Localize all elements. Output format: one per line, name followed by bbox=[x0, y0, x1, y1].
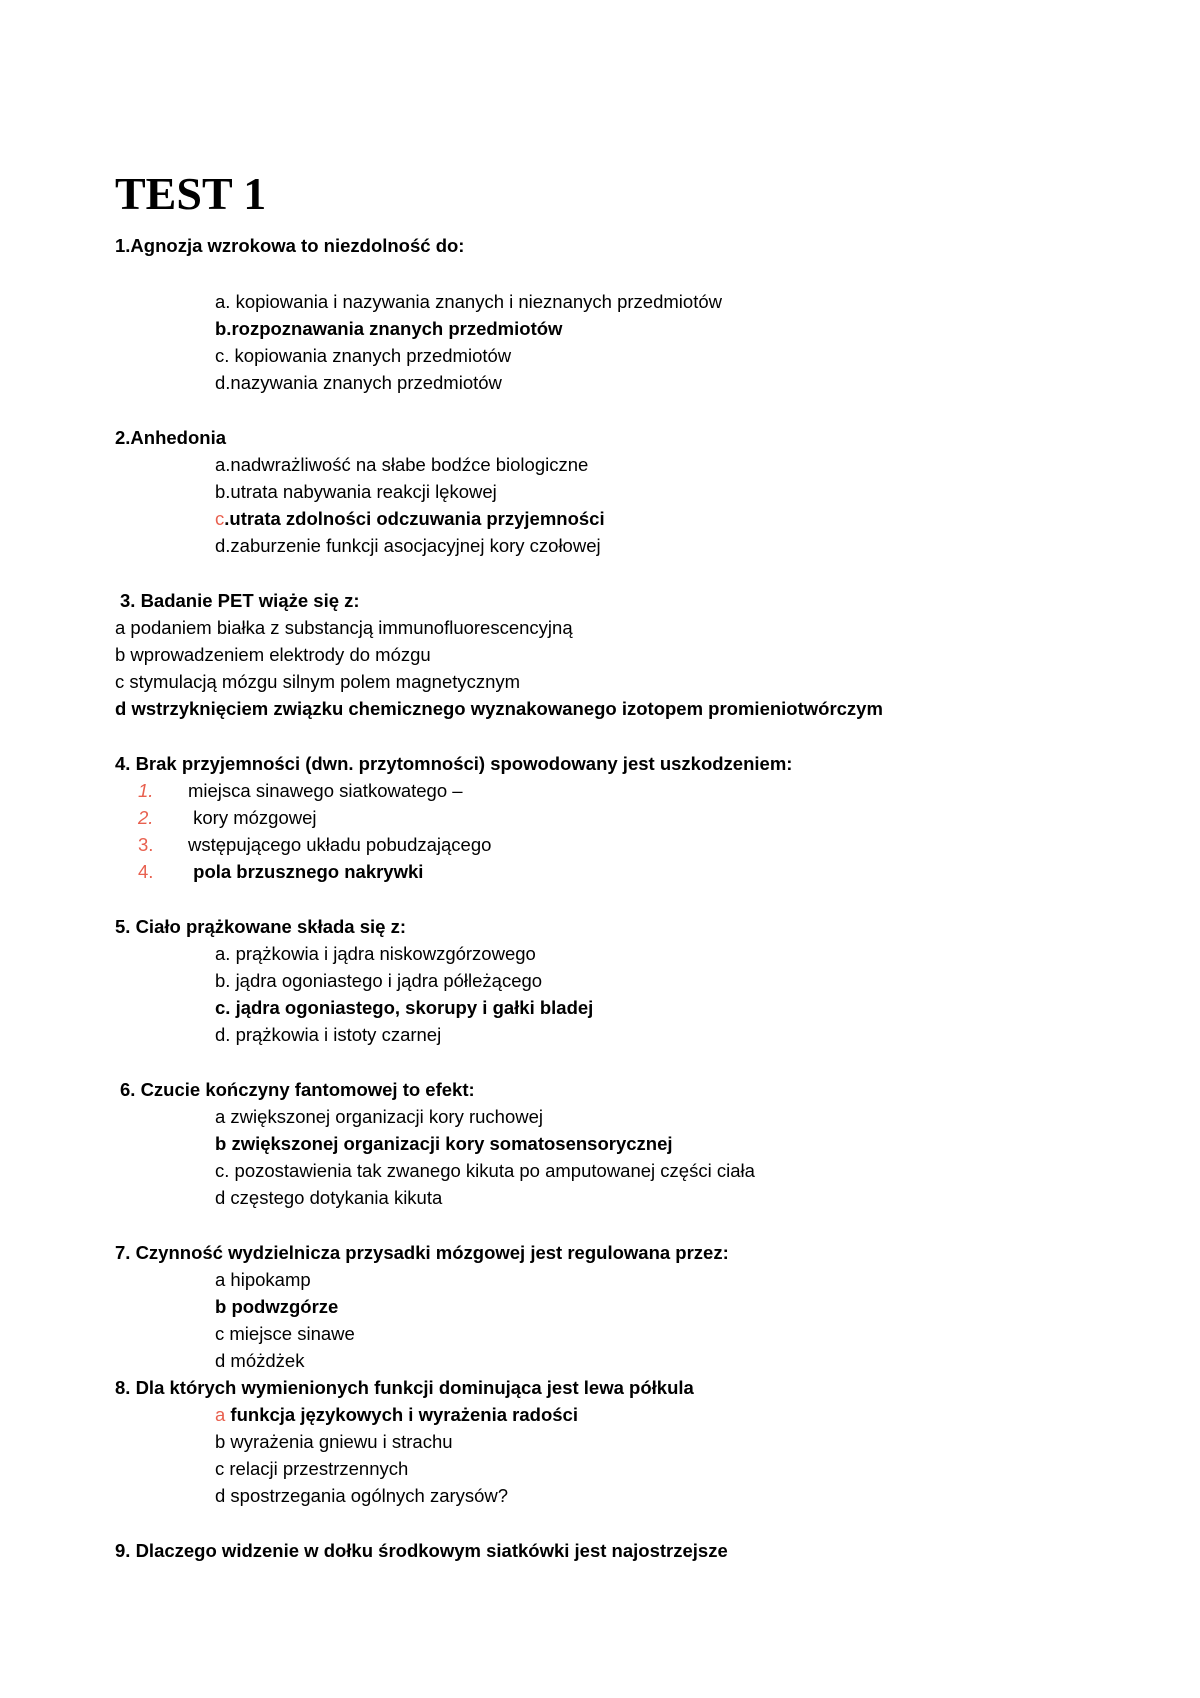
q7-answer-b: b podwzgórze bbox=[215, 1296, 339, 1317]
question-2: 2.Anhedonia bbox=[115, 427, 227, 448]
q4-item-2 bbox=[138, 805, 317, 831]
q4-item-2-number: 2. bbox=[138, 807, 154, 828]
q3-answer-c: c stymulacją mózgu silnym polem magnetycznym bbox=[115, 671, 521, 692]
q6-answer-d: d częstego dotykania kikuta bbox=[215, 1187, 443, 1208]
q7-answer-a: a hipokamp bbox=[215, 1269, 311, 1290]
page-title: TEST 1 bbox=[115, 168, 267, 219]
q3-answer-a: a podaniem białka z substancją immunofluorescencyjną bbox=[115, 617, 573, 638]
question-1: 1.Agnozja wzrokowa to niezdolność do: bbox=[115, 235, 465, 256]
q4-item-4-text: pola brzusznego nakrywki bbox=[188, 861, 424, 882]
q8-answer-d: d spostrzegania ogólnych zarysów? bbox=[215, 1485, 509, 1506]
q1-answer-c: c. kopiowania znanych przedmiotów bbox=[215, 345, 512, 366]
q2-answer-b: b.utrata nabywania reakcji lękowej bbox=[215, 481, 497, 502]
q4-item-1-text: miejsca sinawego siatkowatego – bbox=[188, 780, 463, 801]
q1-answer-b: b.rozpoznawania znanych przedmiotów bbox=[215, 318, 563, 339]
q4-item-2-text: kory mózgowej bbox=[188, 807, 317, 828]
q6-answer-c: c. pozostawienia tak zwanego kikuta po amputowanej części ciała bbox=[215, 1160, 755, 1181]
q1-answer-d: d.nazywania znanych przedmiotów bbox=[215, 372, 502, 393]
question-3: 3. Badanie PET wiąże się z: bbox=[120, 590, 360, 611]
q8-answer-b: b wyrażenia gniewu i strachu bbox=[215, 1431, 453, 1452]
q4-item-1-number: 1. bbox=[138, 780, 154, 801]
q8-answer-a-text: funkcja językowych i wyrażenia radości bbox=[225, 1404, 578, 1425]
q5-answer-d: d. prążkowia i istoty czarnej bbox=[215, 1024, 442, 1045]
q7-answer-c: c miejsce sinawe bbox=[215, 1323, 355, 1344]
q4-item-4 bbox=[138, 859, 423, 885]
question-5: 5. Ciało prążkowane składa się z: bbox=[115, 916, 406, 937]
q2-answer-a: a.nadwrażliwość na słabe bodźce biologiczne bbox=[215, 454, 589, 475]
q8-answer-c: c relacji przestrzennych bbox=[215, 1458, 409, 1479]
question-9: 9. Dlaczego widzenie w dołku środkowym siatkówki jest najostrzejsze bbox=[115, 1540, 728, 1561]
q4-item-4-number: 4. bbox=[138, 861, 154, 882]
q4-item-1 bbox=[138, 778, 463, 804]
question-7: 7. Czynność wydzielnicza przysadki mózgowej jest regulowana przez: bbox=[115, 1242, 729, 1263]
q8-answer-a bbox=[215, 1402, 578, 1428]
q6-answer-b: b zwiększonej organizacji kory somatosensorycznej bbox=[215, 1133, 673, 1154]
q5-answer-c: c. jądra ogoniastego, skorupy i gałki bladej bbox=[215, 997, 594, 1018]
q4-item-3-text: wstępującego układu pobudzającego bbox=[188, 834, 492, 855]
q2-answer-c-text: .utrata zdolności odczuwania przyjemności bbox=[224, 508, 605, 529]
q1-answer-a: a. kopiowania i nazywania znanych i nieznanych przedmiotów bbox=[215, 291, 722, 312]
question-4: 4. Brak przyjemności (dwn. przytomności) spowodowany jest uszkodzeniem: bbox=[115, 753, 793, 774]
q4-item-3-number: 3. bbox=[138, 834, 154, 855]
q5-answer-a: a. prążkowia i jądra niskowzgórzowego bbox=[215, 943, 536, 964]
question-8: 8. Dla których wymienionych funkcji dominująca jest lewa półkula bbox=[115, 1377, 694, 1398]
q5-answer-b: b. jądra ogoniastego i jądra półleżącego bbox=[215, 970, 543, 991]
q2-answer-c bbox=[215, 506, 605, 532]
q4-item-3 bbox=[138, 832, 491, 858]
question-6: 6. Czucie kończyny fantomowej to efekt: bbox=[120, 1079, 475, 1100]
q8-answer-a-letter: a bbox=[215, 1404, 226, 1425]
q3-answer-d: d wstrzyknięciem związku chemicznego wyznakowanego izotopem promieniotwórczym bbox=[115, 698, 883, 719]
q7-answer-d: d móżdżek bbox=[215, 1350, 305, 1371]
q2-answer-d: d.zaburzenie funkcji asocjacyjnej kory czołowej bbox=[215, 535, 601, 556]
q3-answer-b: b wprowadzeniem elektrody do mózgu bbox=[115, 644, 431, 665]
q2-answer-c-letter: c bbox=[215, 508, 225, 529]
q6-answer-a: a zwiększonej organizacji kory ruchowej bbox=[215, 1106, 544, 1127]
